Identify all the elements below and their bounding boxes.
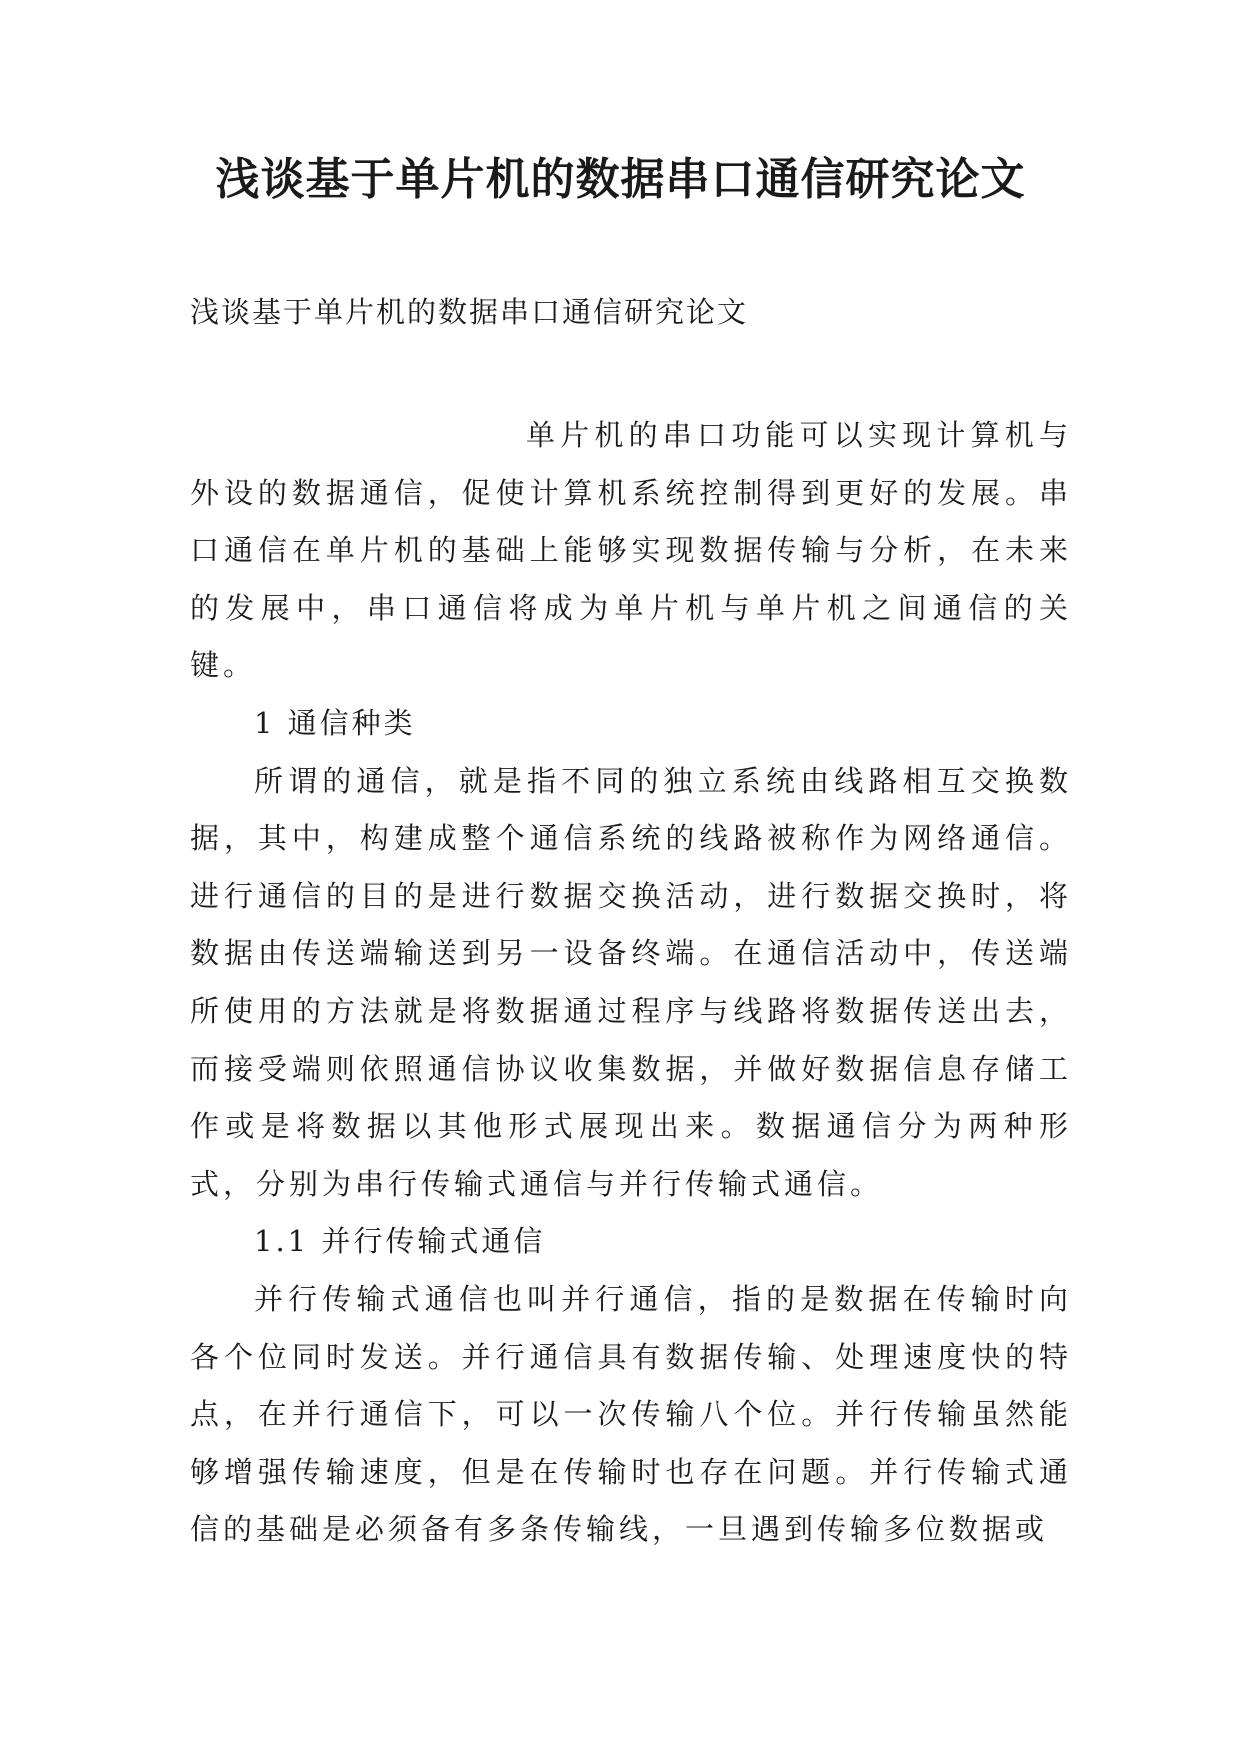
document-subtitle: 浅谈基于单片机的数据串口通信研究论文 — [190, 295, 749, 329]
document-title: 浅谈基于单片机的数据串口通信研究论文 — [215, 154, 1026, 205]
section-heading-1-1: 1.1 并行传输式通信 — [254, 1224, 546, 1259]
body-paragraph: 所谓的通信，就是指不同的独立系统由线路相互交换数据，其中，构建成整个通信系统的线路被称作为网络通信。进行通信的目的是进行数据交换活动，进行数据交换时，将数据由传送端输送到另一设备终端。在通信活动中，传送端所使用的方法就是将数据通过程序与线路将数据传送出去，而接受端则依照通信协议收集数据，并做好数据信息存储工作或是将数据以其他形式展现出来。数据通信分为两种形式，分别为串行传输式通信与并行传输式通信。 — [190, 763, 1072, 1201]
document-body — [190, 407, 1072, 1559]
body-paragraph: 并行传输式通信也叫并行通信，指的是数据在传输时向各个位同时发送。并行通信具有数据传输、处理速度快的特点，在并行通信下，可以一次传输八个位。并行传输虽然能够增强传输速度，但是在传输时也存在问题。并行传输式通信的基础是必须备有多条传输线，一旦遇到传输多位数据或 — [190, 1281, 1072, 1547]
abstract-paragraph: 单片机的串口功能可以实现计算机与外设的数据通信，促使计算机系统控制得到更好的发展。串口通信在单片机的基础上能够实现数据传输与分析，在未来的发展中，串口通信将成为单片机与单片机之间通信的关键。 — [190, 418, 1072, 683]
section-heading-1: 1 通信种类 — [254, 705, 416, 740]
